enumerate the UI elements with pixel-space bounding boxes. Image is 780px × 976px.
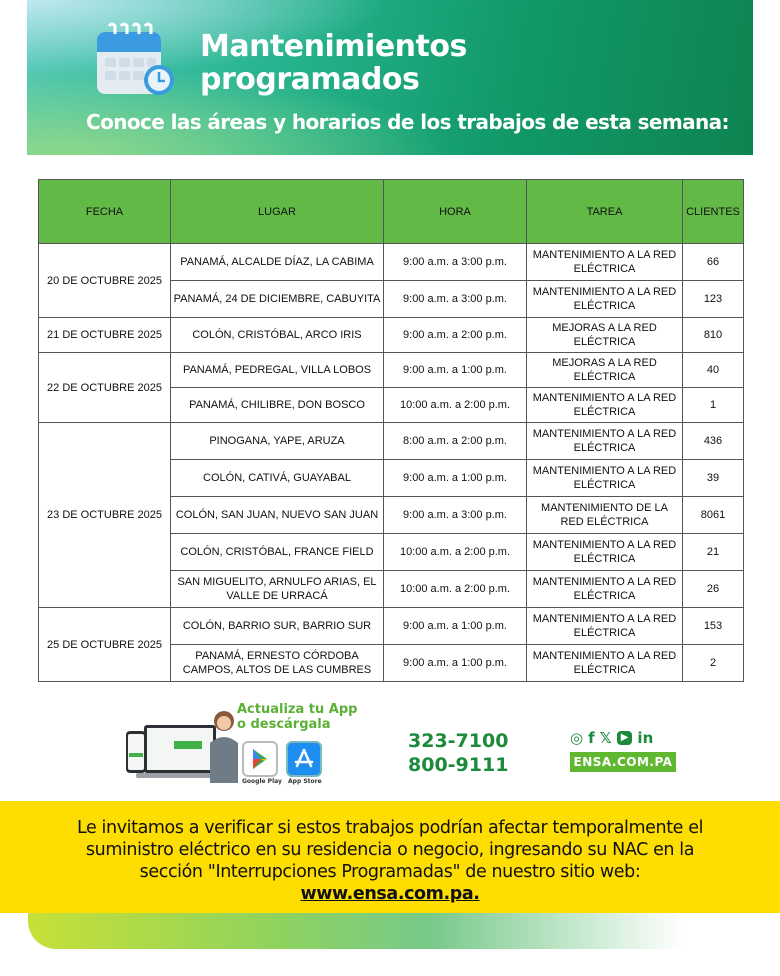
app-store-label: App Store bbox=[288, 778, 322, 785]
clients-cell: 26 bbox=[683, 571, 744, 608]
task-cell: MEJORAS A LA RED ELÉCTRICA bbox=[527, 353, 683, 388]
google-play-button[interactable] bbox=[242, 741, 278, 777]
task-cell: MANTENIMIENTO A LA RED ELÉCTRICA bbox=[527, 608, 683, 645]
linkedin-icon[interactable]: in bbox=[637, 729, 654, 747]
title-line-1: Mantenimientos bbox=[200, 29, 467, 64]
page-subtitle: Conoce las áreas y horarios de los trabajos de esta semana: bbox=[86, 110, 729, 134]
table-row bbox=[39, 608, 744, 645]
x-icon[interactable]: 𝕏 bbox=[599, 729, 612, 747]
location-cell: PANAMÁ, ALCALDE DÍAZ, LA CABIMA bbox=[171, 244, 384, 281]
promo-title-line-2: o descárgala bbox=[237, 717, 331, 732]
location-cell: COLÓN, BARRIO SUR, BARRIO SUR bbox=[171, 608, 384, 645]
task-cell: MANTENIMIENTO A LA RED ELÉCTRICA bbox=[527, 423, 683, 460]
google-play-icon bbox=[244, 743, 276, 775]
task-cell: MANTENIMIENTO A LA RED ELÉCTRICA bbox=[527, 571, 683, 608]
website-link[interactable]: www.ensa.com.pa. bbox=[300, 884, 480, 904]
contact-phones bbox=[408, 729, 508, 777]
table-row bbox=[39, 244, 744, 281]
title-line-2: programados bbox=[200, 62, 420, 97]
date-cell: 23 DE OCTUBRE 2025 bbox=[39, 423, 171, 608]
youtube-icon[interactable]: ▶ bbox=[617, 731, 633, 745]
location-cell: SAN MIGUELITO, ARNULFO ARIAS, EL VALLE DE URRACÁ bbox=[171, 571, 384, 608]
time-cell: 9:00 a.m. a 1:00 p.m. bbox=[384, 645, 527, 682]
date-cell: 21 DE OCTUBRE 2025 bbox=[39, 318, 171, 353]
task-cell: MANTENIMIENTO A LA RED ELÉCTRICA bbox=[527, 244, 683, 281]
time-cell: 10:00 a.m. a 2:00 p.m. bbox=[384, 388, 527, 423]
clients-cell: 153 bbox=[683, 608, 744, 645]
time-cell: 8:00 a.m. a 2:00 p.m. bbox=[384, 423, 527, 460]
phone-number: 323-7100 bbox=[408, 730, 509, 752]
calendar-clock-icon bbox=[93, 20, 179, 98]
column-header-lugar: LUGAR bbox=[171, 180, 384, 244]
app-promo-strip bbox=[108, 695, 708, 795]
clients-cell: 66 bbox=[683, 244, 744, 281]
table-row bbox=[39, 353, 744, 388]
task-cell: MANTENIMIENTO A LA RED ELÉCTRICA bbox=[527, 534, 683, 571]
location-cell: COLÓN, SAN JUAN, NUEVO SAN JUAN bbox=[171, 497, 384, 534]
location-cell: PANAMÁ, 24 DE DICIEMBRE, CABUYITA bbox=[171, 281, 384, 318]
table-header-row bbox=[39, 180, 744, 244]
location-cell: PANAMÁ, ERNESTO CÓRDOBA CAMPOS, ALTOS DE LAS CUMBRES bbox=[171, 645, 384, 682]
clients-cell: 8061 bbox=[683, 497, 744, 534]
time-cell: 9:00 a.m. a 3:00 p.m. bbox=[384, 497, 527, 534]
clients-cell: 21 bbox=[683, 534, 744, 571]
phone-number: 800-9111 bbox=[408, 754, 509, 776]
notice-banner bbox=[0, 801, 780, 913]
column-header-clientes: CLIENTES bbox=[683, 180, 744, 244]
task-cell: MANTENIMIENTO A LA RED ELÉCTRICA bbox=[527, 388, 683, 423]
time-cell: 9:00 a.m. a 1:00 p.m. bbox=[384, 353, 527, 388]
task-cell: MANTENIMIENTO DE LA RED ELÉCTRICA bbox=[527, 497, 683, 534]
instagram-icon[interactable]: ◎ bbox=[570, 729, 584, 747]
location-cell: PANAMÁ, PEDREGAL, VILLA LOBOS bbox=[171, 353, 384, 388]
column-header-hora: HORA bbox=[384, 180, 527, 244]
clients-cell: 810 bbox=[683, 318, 744, 353]
app-store-icon bbox=[288, 743, 320, 775]
date-cell: 22 DE OCTUBRE 2025 bbox=[39, 353, 171, 423]
clients-cell: 40 bbox=[683, 353, 744, 388]
table-row bbox=[39, 423, 744, 460]
clients-cell: 2 bbox=[683, 645, 744, 682]
app-store-button[interactable] bbox=[286, 741, 322, 777]
time-cell: 9:00 a.m. a 3:00 p.m. bbox=[384, 244, 527, 281]
table-row bbox=[39, 318, 744, 353]
location-cell: PANAMÁ, CHILIBRE, DON BOSCO bbox=[171, 388, 384, 423]
location-cell: COLÓN, CRISTÓBAL, FRANCE FIELD bbox=[171, 534, 384, 571]
app-promo-title bbox=[237, 702, 357, 732]
location-cell: COLÓN, CATIVÁ, GUAYABAL bbox=[171, 460, 384, 497]
task-cell: MEJORAS A LA RED ELÉCTRICA bbox=[527, 318, 683, 353]
footer-decoration bbox=[28, 913, 758, 949]
task-cell: MANTENIMIENTO A LA RED ELÉCTRICA bbox=[527, 645, 683, 682]
header-banner bbox=[27, 0, 753, 155]
facebook-icon[interactable]: f bbox=[588, 729, 595, 747]
time-cell: 10:00 a.m. a 2:00 p.m. bbox=[384, 534, 527, 571]
google-play-label: Google Play bbox=[242, 778, 282, 785]
time-cell: 9:00 a.m. a 1:00 p.m. bbox=[384, 460, 527, 497]
notice-line: Le invitamos a verificar si estos trabajos podrían afectar temporalmente el bbox=[76, 818, 704, 838]
location-cell: COLÓN, CRISTÓBAL, ARCO IRIS bbox=[171, 318, 384, 353]
clients-cell: 1 bbox=[683, 388, 744, 423]
task-cell: MANTENIMIENTO A LA RED ELÉCTRICA bbox=[527, 460, 683, 497]
notice-line: sección "Interrupciones Programadas" de nuestro sitio web: bbox=[139, 862, 641, 882]
devices-with-agent-illustration bbox=[116, 703, 246, 788]
maintenance-schedule-table bbox=[38, 179, 744, 682]
date-cell: 20 DE OCTUBRE 2025 bbox=[39, 244, 171, 318]
time-cell: 9:00 a.m. a 2:00 p.m. bbox=[384, 318, 527, 353]
clients-cell: 436 bbox=[683, 423, 744, 460]
time-cell: 9:00 a.m. a 3:00 p.m. bbox=[384, 281, 527, 318]
clients-cell: 39 bbox=[683, 460, 744, 497]
social-links bbox=[570, 730, 653, 746]
notice-line: suministro eléctrico en su residencia o negocio, ingresando su NAC en la bbox=[85, 840, 695, 860]
time-cell: 9:00 a.m. a 1:00 p.m. bbox=[384, 608, 527, 645]
time-cell: 10:00 a.m. a 2:00 p.m. bbox=[384, 571, 527, 608]
task-cell: MANTENIMIENTO A LA RED ELÉCTRICA bbox=[527, 281, 683, 318]
page-title bbox=[200, 30, 467, 96]
column-header-fecha: FECHA bbox=[39, 180, 171, 244]
column-header-tarea: TAREA bbox=[527, 180, 683, 244]
website-badge[interactable]: ENSA.COM.PA bbox=[570, 752, 676, 772]
clients-cell: 123 bbox=[683, 281, 744, 318]
location-cell: PINOGANA, YAPE, ARUZA bbox=[171, 423, 384, 460]
date-cell: 25 DE OCTUBRE 2025 bbox=[39, 608, 171, 682]
promo-title-line-1: Actualiza tu App bbox=[237, 702, 358, 717]
